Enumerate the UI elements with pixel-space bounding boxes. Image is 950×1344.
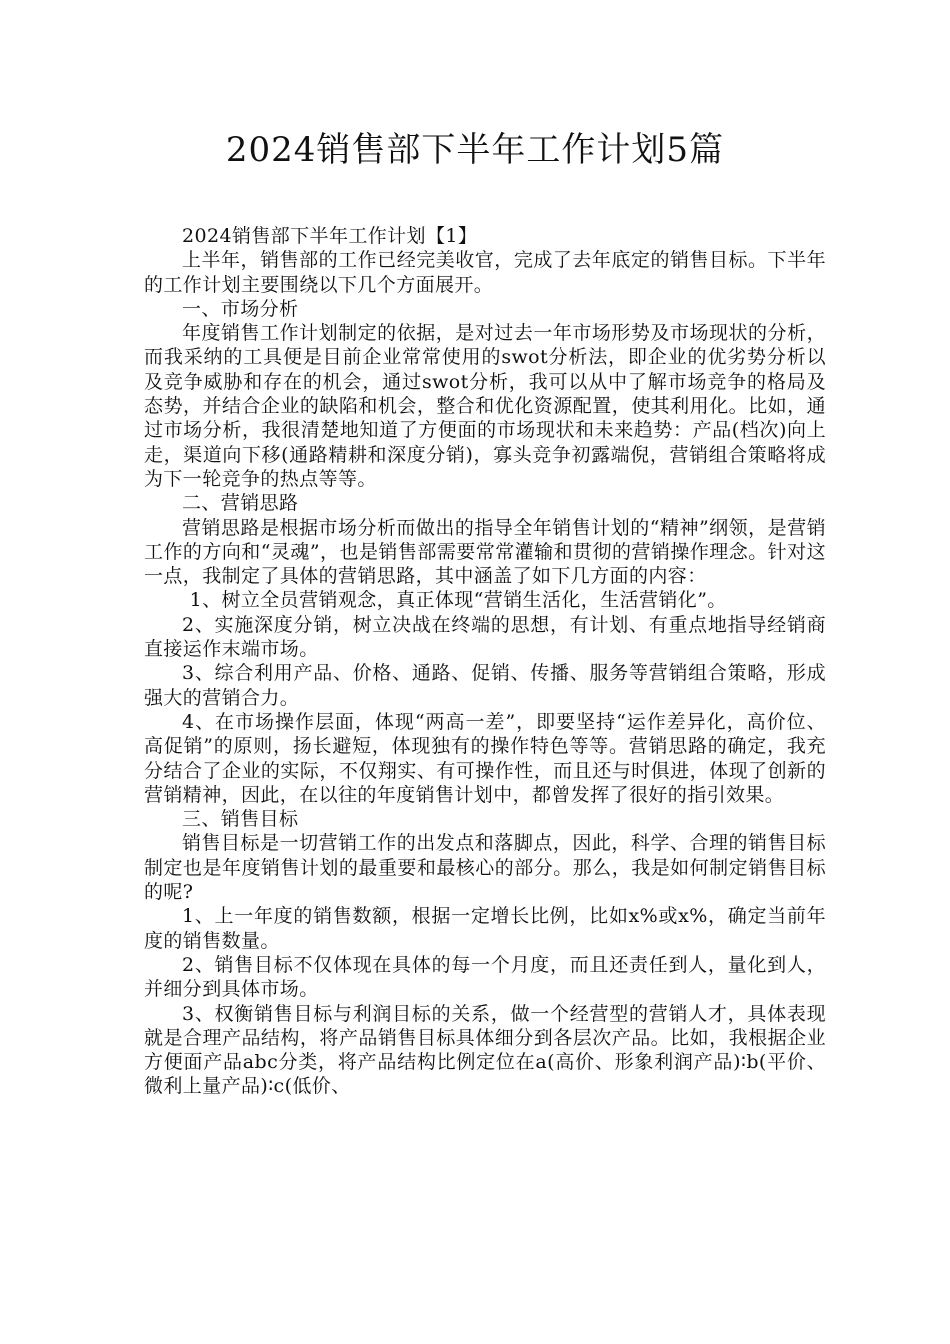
list-item: 2、实施深度分销，树立决战在终端的思想，有计划、有重点地指导经销商直接运作末端市场。 [144,613,826,661]
marketing-ideas-paragraph: 营销思路是根据市场分析而做出的指导全年销售计划的“精神”纲领，是营销工作的方向和“灵魂”，也是销售部需要常常灌输和贯彻的营销操作理念。针对这一点，我制定了具体的营销思路，其中涵盖了如下几方面的内容： [144,516,826,588]
list-item: 3、综合利用产品、价格、通路、促销、传播、服务等营销组合策略，形成强大的营销合力。 [144,662,826,709]
list-item: 3、权衡销售目标与利润目标的关系，做一个经营型的营销人才，具体表现就是合理产品结构，将产品销售目标具体细分到各层次产品。比如，我根据企业方便面产品abc分类，将产品结构比例定位在a(高价、形象利润产品)∶b(平价、微利上量产品)∶c(低价、 [144,1002,826,1098]
heading-sales-targets: 三、销售目标 [182,808,299,831]
list-item: 1、上一年度的销售数额，根据一定增长比例，比如x%或x%，确定当前年度的销售数量。 [144,905,826,952]
list-item: 4、在市场操作层面，体现“两高一差”，即要坚持“运作差异化，高价位、高促销”的原则，扬长避短，体现独有的操作特色等等。营销思路的确定，我充分结合了企业的实际，不仅翔实、有可操作性，而且还与时俱进，体现了创新的营销精神，因此，在以往的年度销售计划中，都曾发挥了很好的指引效果。 [144,710,826,806]
intro-paragraph: 上半年，销售部的工作已经完美收官，完成了去年底定的销售目标。下半年的工作计划主要围绕以下几个方面展开。 [144,249,826,296]
list-item: 1、树立全员营销观念，真正体现“营销生活化，生活营销化”。 [189,589,727,612]
market-analysis-paragraph: 年度销售工作计划制定的依据，是对过去一年市场形势及市场现状的分析，而我采纳的工具便是目前企业常常使用的swot分析法，即企业的优劣势分析以及竞争威胁和存在的机会，通过swot分析，我可以从中了解市场竞争的格局及态势，并结合企业的缺陷和机会，整合和优化资源配置，使其利用化。比如，通过市场分析，我很清楚地知道了方便面的市场现状和未来趋势：产品(档次)向上走，渠道向下移(通路精耕和深度分销)，寡头竞争初露端倪，营销组合策略将成为下一轮竞争的热点等等。 [144,322,826,490]
sales-targets-paragraph: 销售目标是一切营销工作的出发点和落脚点，因此，科学、合理的销售目标制定也是年度销售计划的最重要和最核心的部分。那么，我是如何制定销售目标的呢? [144,832,826,904]
document-body [144,224,826,1099]
section-title: 2024销售部下半年工作计划【1】 [182,225,478,247]
document-title: 2024销售部下半年工作计划5篇 [225,130,725,170]
list-item: 2、销售目标不仅体现在具体的每一个月度，而且还责任到人，量化到人，并细分到具体市场。 [144,953,826,1001]
heading-market-analysis: 一、市场分析 [182,297,299,320]
heading-marketing-ideas: 二、营销思路 [182,492,299,515]
